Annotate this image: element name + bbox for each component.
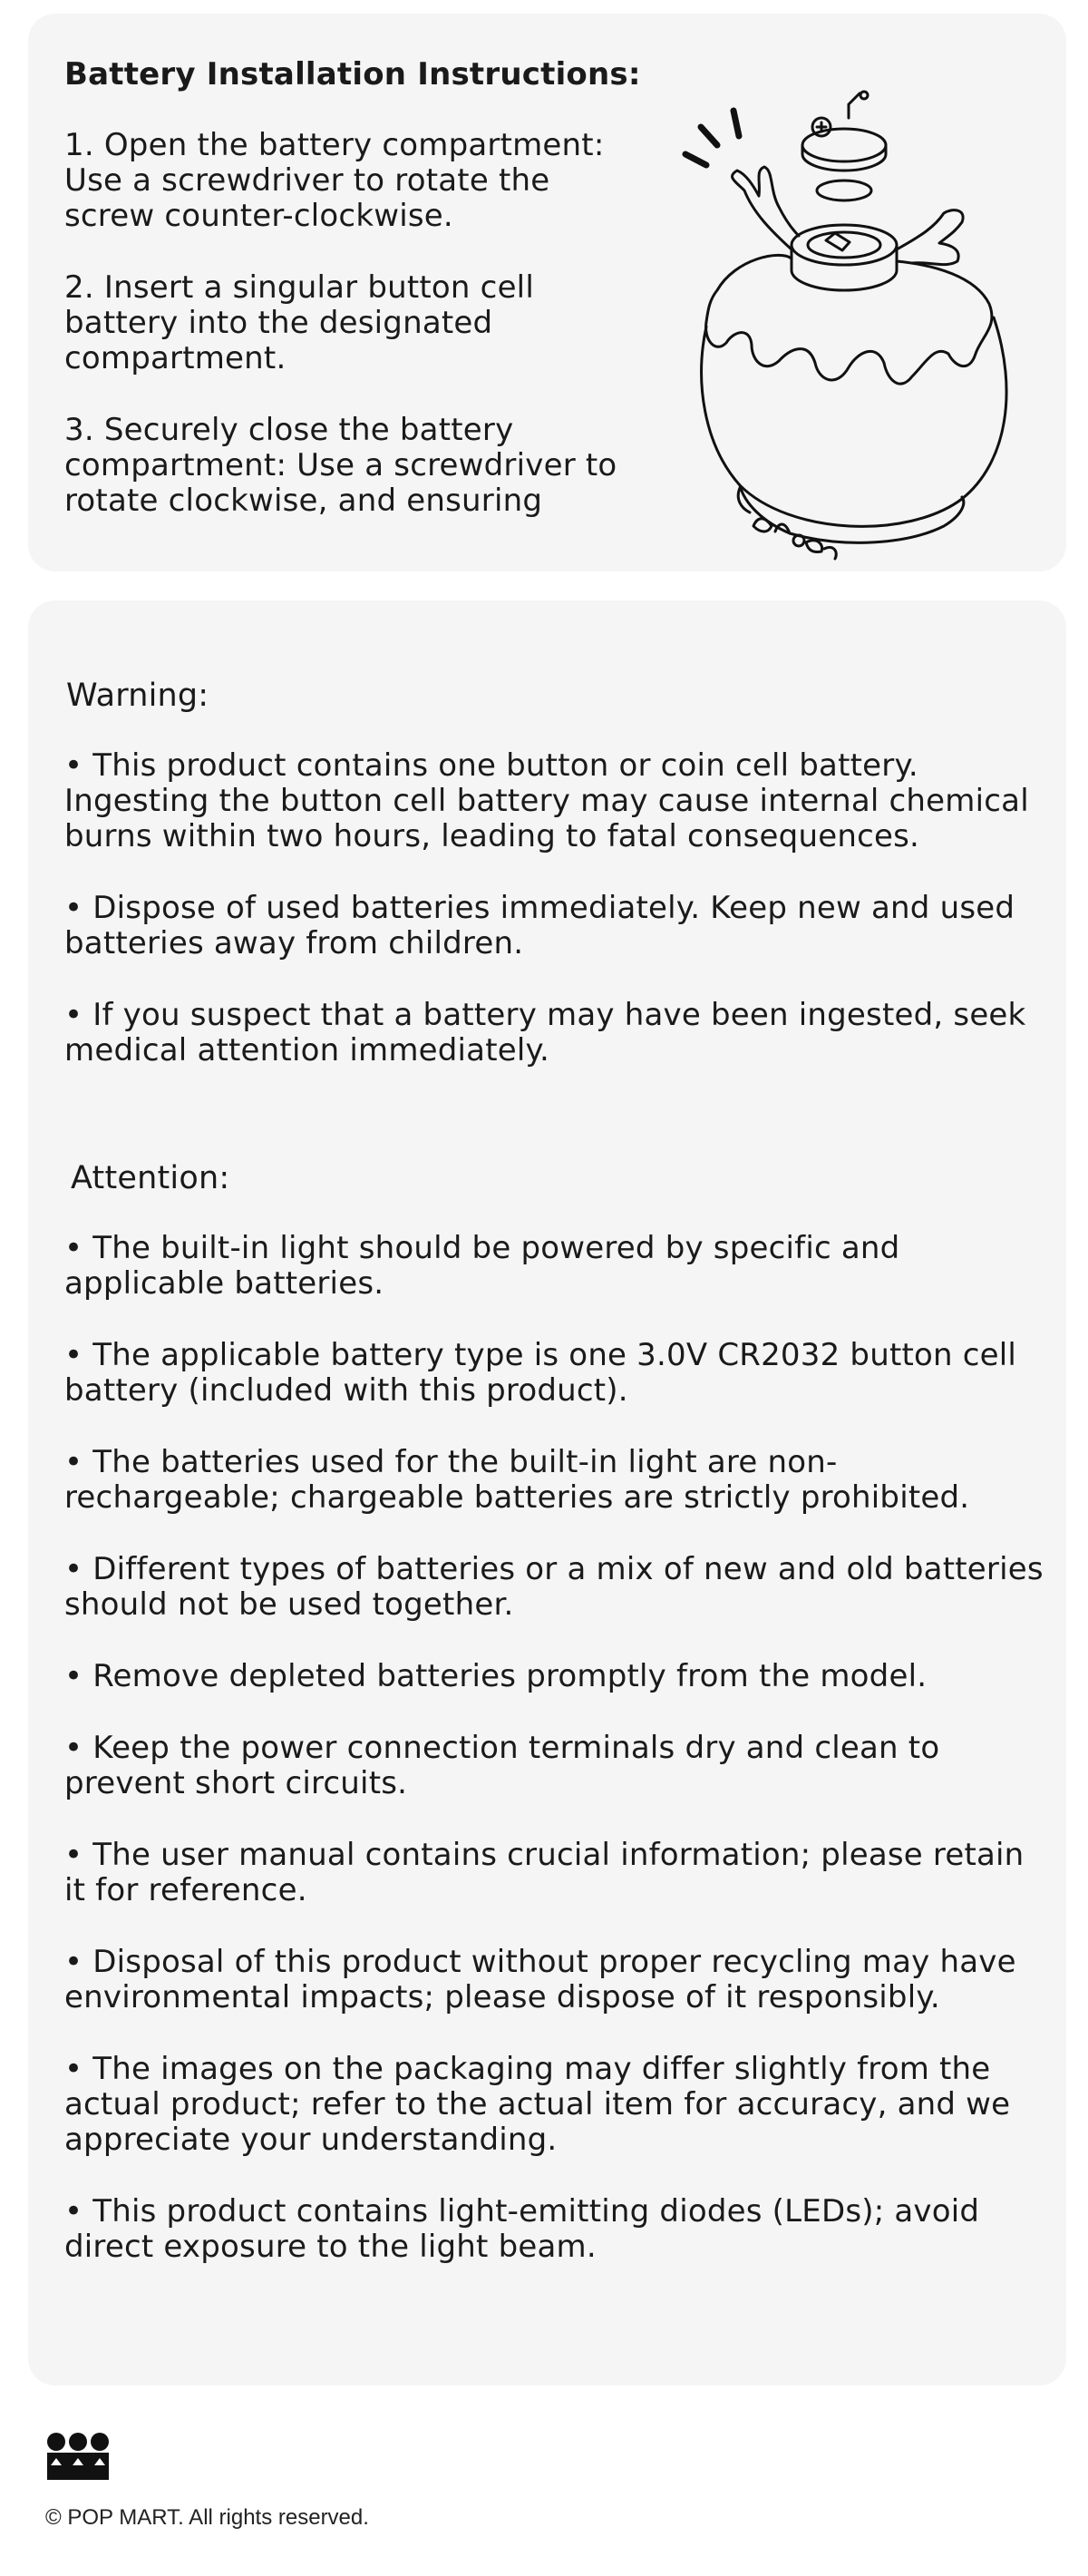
attention-item: • Keep the power connection terminals dry and clean to prevent short circuits. xyxy=(64,1730,940,1801)
attention-title: Attention: xyxy=(71,1160,230,1196)
copyright-text: © POP MART. All rights reserved. xyxy=(45,2505,369,2530)
attention-item: • The user manual contains crucial information; please retain it for reference. xyxy=(64,1837,1025,1908)
warning-item: • If you suspect that a battery may have been ingested, seek medical attention immediately. xyxy=(64,997,1026,1068)
warning-card xyxy=(28,600,1066,2386)
attention-item: • The images on the packaging may differ slightly from the actual product; refer to the actual item for accuracy, and we appreciate your understanding. xyxy=(64,2051,1011,2158)
pop-mart-logo-icon xyxy=(45,2431,111,2480)
battery-compartment-illustration-icon xyxy=(663,54,1053,562)
installation-title: Battery Installation Instructions: xyxy=(64,56,641,93)
warning-item: • Dispose of used batteries immediately. Keep new and used batteries away from children. xyxy=(64,890,1015,961)
installation-step: 2. Insert a singular button cell battery into the designated compartment. xyxy=(64,269,534,376)
installation-step: 1. Open the battery compartment: Use a screwdriver to rotate the screw counter-clockwise. xyxy=(64,127,605,234)
attention-item: • Disposal of this product without proper recycling may have environmental impacts; please dispose of it responsibly. xyxy=(64,1944,1016,2015)
installation-step: 3. Securely close the battery compartment: Use a screwdriver to rotate clockwise, and ensuring xyxy=(64,412,617,519)
attention-item: • Remove depleted batteries promptly from the model. xyxy=(64,1658,928,1694)
installation-card xyxy=(28,14,1066,571)
attention-item: • The built-in light should be powered by specific and applicable batteries. xyxy=(64,1230,900,1302)
warning-title: Warning: xyxy=(66,678,209,714)
attention-item: • The applicable battery type is one 3.0V CR2032 button cell battery (included with this product). xyxy=(64,1337,1017,1409)
attention-item: • This product contains light-emitting diodes (LEDs); avoid direct exposure to the light beam. xyxy=(64,2193,980,2265)
attention-item: • The batteries used for the built-in light are non-rechargeable; chargeable batteries are strictly prohibited. xyxy=(64,1444,970,1516)
warning-item: • This product contains one button or coin cell battery. Ingesting the button cell battery may cause internal chemical burns within two hours, leading to fatal consequences. xyxy=(64,747,1029,854)
attention-item: • Different types of batteries or a mix of new and old batteries should not be used together. xyxy=(64,1551,1044,1623)
